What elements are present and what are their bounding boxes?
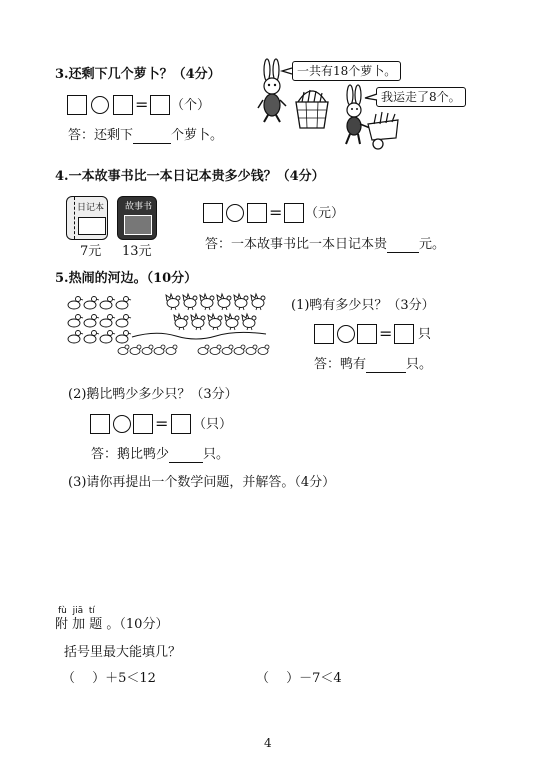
q3-speech-bubble-1: 一共有18个萝卜。 xyxy=(292,61,401,81)
q3-unit: （个） xyxy=(171,98,211,113)
q5-part1-operator-circle[interactable] xyxy=(337,325,355,343)
q5-part2-answer-prefix: 答：鹅比鸭少 xyxy=(91,447,170,462)
bubble-pointer-icon xyxy=(365,92,377,102)
q4-answer-blank[interactable] xyxy=(387,252,419,253)
bonus-expression-2[interactable]: （ ）－7＜4 xyxy=(256,671,342,686)
q5-part2-equals-sign: = xyxy=(155,414,169,433)
q4-answer-box-1[interactable] xyxy=(203,203,223,223)
q4-answer-box-3[interactable] xyxy=(284,203,304,223)
q4-unit: （元） xyxy=(305,206,345,221)
bonus-instruction: 括号里最大能填几？ xyxy=(64,645,182,660)
q5-part2-box-1[interactable] xyxy=(90,414,110,434)
q3-answer-box-2[interactable] xyxy=(113,95,133,115)
bonus-expression-1[interactable]: （ ）＋5＜12 xyxy=(62,671,156,686)
q5-part1-answer-blank[interactable] xyxy=(366,372,406,373)
diary-book-icon xyxy=(66,196,108,240)
q5-part2-title: (2)鹅比鸭少多少只？（3分） xyxy=(68,387,238,402)
q4-answer-box-2[interactable] xyxy=(247,203,267,223)
q5-part2-unit: （只） xyxy=(193,417,233,432)
basket-of-carrots-icon xyxy=(294,82,330,134)
q3-operator-circle[interactable] xyxy=(91,96,109,114)
q3-speech-bubble-2: 我运走了8个。 xyxy=(376,87,466,107)
q4-answer-suffix: 元。 xyxy=(419,237,446,252)
q5-part3-title: (3)请你再提出一个数学问题，并解答。（4分） xyxy=(68,475,336,490)
q3-answer-box-3[interactable] xyxy=(150,95,170,115)
bubble-pointer-icon xyxy=(282,66,294,76)
q3-answer-line xyxy=(68,128,223,144)
q5-part1-box-3[interactable] xyxy=(394,324,414,344)
q5-part1-box-1[interactable] xyxy=(314,324,334,344)
storybook-price: 13元 xyxy=(122,244,152,259)
q4-equals-sign: = xyxy=(269,203,283,222)
page-number: 4 xyxy=(264,736,272,750)
storybook-label: 故事书 xyxy=(125,202,153,212)
q5-part2-operator-circle[interactable] xyxy=(113,415,131,433)
riverside-ducks-geese-illustration xyxy=(66,292,286,362)
q5-part1-title: (1)鸭有多少只？（3分） xyxy=(291,298,435,313)
q4-operator-circle[interactable] xyxy=(226,204,244,222)
q5-part1-answer-prefix: 答：鸭有 xyxy=(314,357,367,372)
q5-part1-unit: 只 xyxy=(418,327,432,342)
q3-answer-prefix: 答：还剩下 xyxy=(68,128,134,143)
q3-answer-suffix: 个萝卜。 xyxy=(171,128,224,143)
q4-answer-line xyxy=(205,237,445,253)
q5-part2-box-3[interactable] xyxy=(171,414,191,434)
diary-book-label: 日记本 xyxy=(77,203,105,213)
q5-title: 5.热闹的河边。（10分） xyxy=(55,271,198,286)
q3-equals-sign: = xyxy=(135,95,149,114)
q5-part2-answer-line xyxy=(91,447,229,463)
q5-part2-box-2[interactable] xyxy=(133,414,153,434)
bonus-pinyin: fù jiā tí xyxy=(58,606,95,616)
q5-part1-equals-sign: = xyxy=(379,324,393,343)
q4-title: 4.一本故事书比一本日记本贵多少钱？（4分） xyxy=(55,169,325,184)
q5-part1-box-2[interactable] xyxy=(357,324,377,344)
q5-part1-answer-line xyxy=(314,357,432,373)
diary-book-price: 7元 xyxy=(80,244,102,259)
q5-part1-answer-suffix: 只。 xyxy=(406,357,433,372)
q3-answer-blank[interactable] xyxy=(133,143,171,144)
q4-answer-prefix: 答：一本故事书比一本日记本贵 xyxy=(205,237,388,252)
q3-answer-box-1[interactable] xyxy=(67,95,87,115)
bonus-title: 附 加 题 。（10分） xyxy=(55,617,169,632)
q5-part2-answer-blank[interactable] xyxy=(169,462,203,463)
q3-title: 3.还剩下几个萝卜？（4分） xyxy=(55,67,221,82)
storybook-icon xyxy=(117,196,157,240)
q5-part2-answer-suffix: 只。 xyxy=(203,447,230,462)
